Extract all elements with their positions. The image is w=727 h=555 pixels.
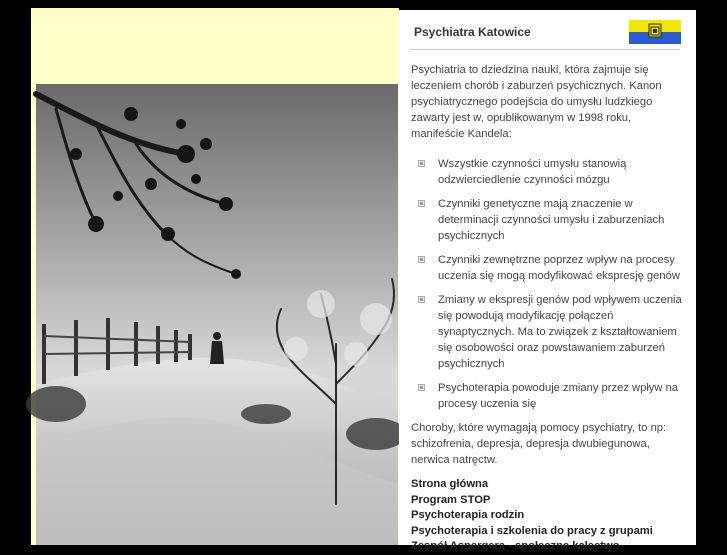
bullet-icon — [418, 256, 425, 263]
nav-link-group-therapy[interactable]: Psychoterapia i szkolenia do pracy z grupami — [411, 524, 653, 537]
nav-link-program-stop[interactable]: Program STOP — [411, 493, 491, 506]
list-item-text: Zmiany w ekspresji genów pod wpływem uczenia się powodują modyfikację połączeń synaptycznych. Ma to związek z kształtowaniem się osobowości oraz powstawaniem zaburzeń psychicznych — [438, 294, 682, 370]
bullet-icon — [418, 160, 425, 167]
manifesto-list — [411, 156, 683, 412]
list-item — [411, 252, 683, 284]
list-item-text: Psychoterapia powoduje zmiany przez wpływ na procesy uczenia się — [438, 382, 679, 410]
bullet-icon — [418, 296, 425, 303]
main-content — [411, 62, 683, 555]
site-title: Psychiatra Katowice — [414, 25, 531, 39]
list-item-text: Czynniki genetyczne mają znaczenie w determinacji czynności umysłu i zaburzeniach psychicznych — [438, 198, 665, 242]
site-nav — [411, 477, 683, 555]
site-header — [399, 10, 696, 46]
list-item — [411, 380, 683, 412]
intro-paragraph: Psychiatria to dziedzina nauki, która zajmuje się leczeniem chorób i zaburzeń psychicznych. Kanon psychiatrycznego podejścia do umysłu ludzkiego zawarty jest w, opublikowanym w 1998 roku, manifeście Kandela: — [411, 64, 662, 140]
list-item-text: Czynniki zewnętrzne poprzez wpływ na procesy uczenia się mogą modyfikować ekspresję genów — [438, 254, 680, 282]
bullet-icon — [418, 200, 425, 207]
nav-link-asperger[interactable]: Zespół Aspergera - społeczne kalectwo — [411, 540, 620, 552]
page-frame — [31, 8, 696, 552]
nav-link-home[interactable]: Strona główna — [411, 478, 489, 490]
left-column — [31, 8, 399, 545]
list-item — [411, 292, 683, 372]
list-item — [411, 196, 683, 244]
katowice-flag-icon — [629, 20, 681, 44]
winter-landscape-photo — [36, 84, 398, 545]
nav-link-family-therapy[interactable]: Psychoterapia rodzin — [411, 509, 525, 521]
list-item — [411, 156, 683, 188]
content-column — [399, 10, 696, 552]
outro-paragraph: Choroby, które wymagają pomocy psychiatry, to np: schizofrenia, depresja, depresja dwubiegunowa, nerwica natręctw. — [411, 422, 667, 466]
list-item-text: Wszystkie czynności umysłu stanowią odzwierciedlenie czynności mózgu — [438, 158, 627, 186]
bullet-icon — [418, 384, 425, 391]
winter-photo-illustration — [36, 84, 398, 545]
header-divider — [410, 49, 680, 50]
